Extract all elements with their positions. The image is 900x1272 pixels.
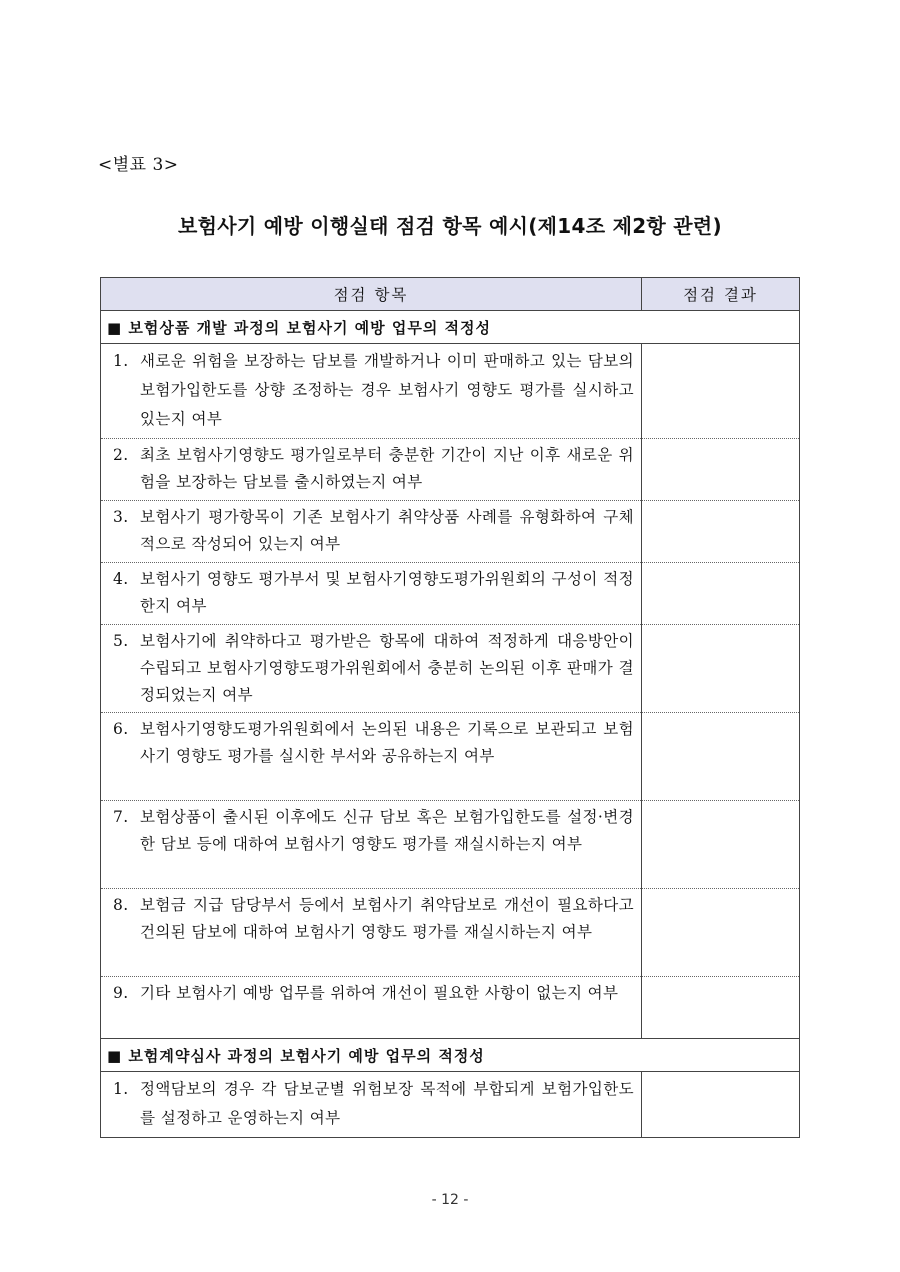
result-cell [642,501,800,563]
item-number: 9. [113,984,129,1002]
result-cell [642,1072,800,1138]
result-cell [642,344,800,439]
item-number: 6. [113,720,129,738]
result-cell [642,625,800,713]
item-text: 정액담보의 경우 각 담보군별 위험보장 목적에 부합되게 보험가입한도를 설정하고 운영하는지 여부 [140,1080,634,1127]
inspection-table [100,277,800,1138]
table-row [101,501,800,563]
item-text: 보험사기영향도평가위원회에서 논의된 내용은 기록으로 보관되고 보험사기 영향도 평가를 실시한 부서와 공유하는지 여부 [140,720,634,765]
item-number: 3. [113,508,129,526]
result-cell [642,563,800,625]
result-cell [642,889,800,977]
section-row [101,311,800,344]
item-text: 보험사기 영향도 평가부서 및 보험사기영향도평가위원회의 구성이 적정한지 여부 [140,570,634,615]
item-text: 보험사기 평가항목이 기존 보험사기 취약상품 사례를 유형화하여 구체적으로 작성되어 있는지 여부 [140,508,634,553]
table-row [101,801,800,889]
table-row [101,625,800,713]
item-number: 5. [113,632,129,650]
header-inspection-item: 점검 항목 [101,278,642,311]
table-header-row [101,278,800,311]
result-cell [642,439,800,501]
table-row [101,1072,800,1138]
item-number: 1. [113,1080,129,1098]
item-number: 1. [113,352,129,370]
table-row [101,439,800,501]
item-text: 보험사기에 취약하다고 평가받은 항목에 대하여 적정하게 대응방안이 수립되고 보험사기영향도평가위원회에서 충분히 논의된 이후 판매가 결정되었는지 여부 [140,632,634,704]
table-row [101,977,800,1039]
section-title: ■ 보험상품 개발 과정의 보험사기 예방 업무의 적정성 [101,311,800,344]
section-row [101,1039,800,1072]
item-text: 기타 보험사기 예방 업무를 위하여 개선이 필요한 사항이 없는지 여부 [140,984,619,1002]
item-text: 보험금 지급 담당부서 등에서 보험사기 취약담보로 개선이 필요하다고 건의된 담보에 대하여 보험사기 영향도 평가를 재실시하는지 여부 [140,896,634,941]
section-title: ■ 보험계약심사 과정의 보험사기 예방 업무의 적정성 [101,1039,800,1072]
result-cell [642,801,800,889]
item-text: 최초 보험사기영향도 평가일로부터 충분한 기간이 지난 이후 새로운 위험을 보장하는 담보를 출시하였는지 여부 [140,446,634,491]
table-row [101,889,800,977]
table-row [101,563,800,625]
result-cell [642,977,800,1039]
item-number: 2. [113,446,129,464]
result-cell [642,713,800,801]
document-title: 보험사기 예방 이행실태 점검 항목 예시(제14조 제2항 관련) [177,214,722,238]
item-text: 새로운 위험을 보장하는 담보를 개발하거나 이미 판매하고 있는 담보의 보험가입한도를 상향 조정하는 경우 보험사기 영향도 평가를 실시하고 있는지 여부 [140,352,634,428]
item-number: 7. [113,808,129,826]
item-text: 보험상품이 출시된 이후에도 신규 담보 혹은 보험가입한도를 설정·변경한 담보 등에 대하여 보험사기 영향도 평가를 재실시하는지 여부 [140,808,634,853]
item-number: 8. [113,896,129,914]
table-row [101,713,800,801]
annex-label: <별표 3> [98,155,179,175]
header-inspection-result: 점검 결과 [642,278,800,311]
item-number: 4. [113,570,129,588]
page-number: - 12 - [431,1192,469,1208]
table-row [101,344,800,439]
